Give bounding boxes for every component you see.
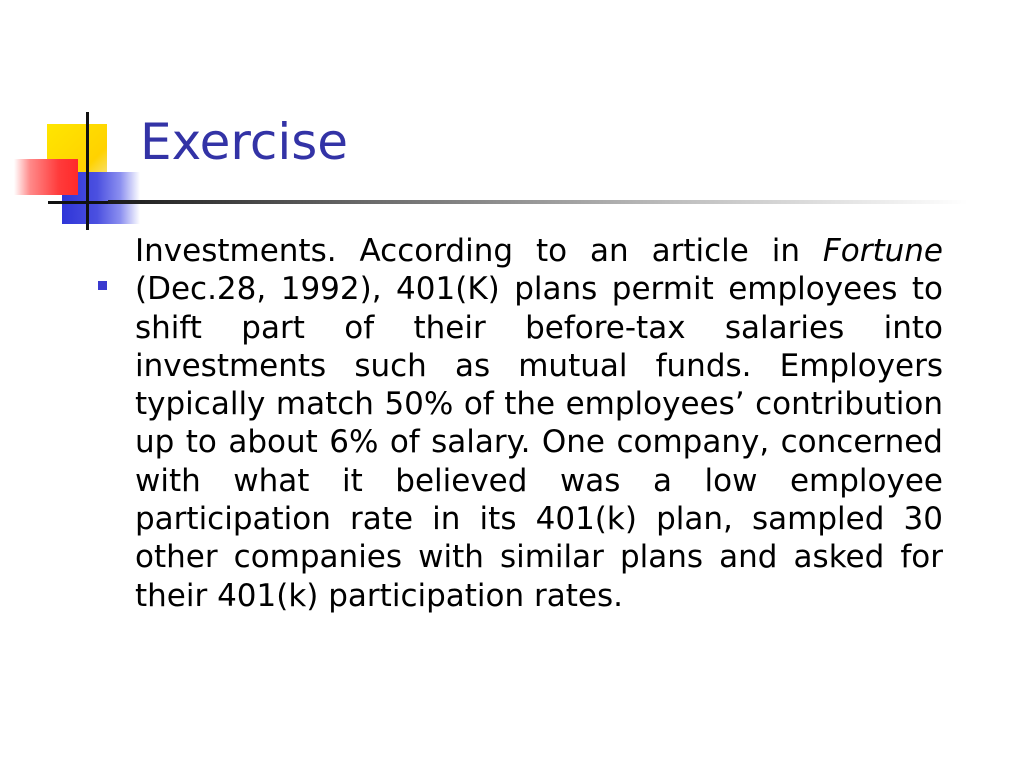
title-underline-rule — [108, 200, 968, 204]
bullet-text-part2: (Dec.28, 1992), 401(K) plans permit employees to shift part of their before-tax salaries into investments such as mutual funds. Employers typically match 50% of the employees’ contribution up to about 6% of salary. One company, concerned with what it believed was a low employee participation rate in its 401(k) plan, sampled 30 other companies with similar plans and asked for their 401(k) participation rates. — [135, 271, 943, 614]
bullet-text-part1: Investments. According to an article in — [135, 233, 823, 269]
logo-vertical-line — [86, 112, 89, 230]
slide-body — [96, 232, 956, 615]
bullet-text — [135, 232, 943, 615]
bullet-text-emphasis: Fortune — [822, 233, 943, 269]
square-bullet-icon — [98, 281, 107, 290]
logo-horizontal-line — [48, 201, 108, 204]
slide-title: Exercise — [140, 113, 349, 171]
logo-red-square — [14, 159, 78, 195]
bullet-item — [96, 232, 956, 615]
decorative-squares-logo — [0, 0, 150, 240]
